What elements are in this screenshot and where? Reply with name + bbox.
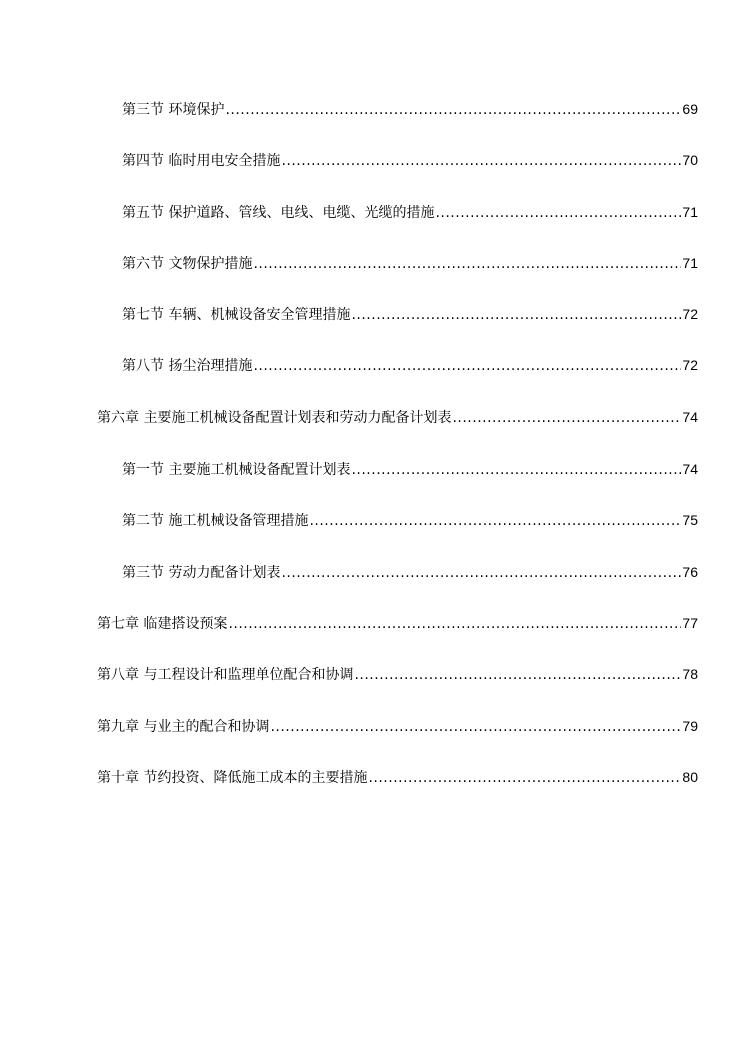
toc-dot-leader <box>351 461 681 479</box>
toc-entry-label: 第十章 节约投资、降低施工成本的主要措施 <box>97 770 368 786</box>
toc-entry-label: 第一节 主要施工机械设备配置计划表 <box>122 462 351 478</box>
toc-page-number: 71 <box>682 255 698 271</box>
toc-dot-leader <box>435 204 681 222</box>
toc-entry-section-3-environment[interactable] <box>122 100 698 119</box>
toc-dot-leader <box>228 615 681 633</box>
toc-entry-section-5-roads-cables[interactable] <box>122 203 698 222</box>
toc-entry-section-6-relics[interactable] <box>122 254 698 273</box>
toc-entry-section-1-equipment-plan[interactable] <box>122 460 698 479</box>
toc-page-number: 75 <box>682 512 698 528</box>
toc-entry-chapter-10[interactable] <box>97 768 698 787</box>
toc-dot-leader <box>225 101 681 119</box>
toc-dot-leader <box>368 769 681 787</box>
toc-entry-label: 第七节 车辆、机械设备安全管理措施 <box>122 307 351 323</box>
toc-entry-chapter-9[interactable] <box>97 717 698 736</box>
toc-page-number: 74 <box>682 461 698 477</box>
toc-page-number: 79 <box>682 718 698 734</box>
toc-page-number: 72 <box>682 306 698 322</box>
toc-entry-section-8-dust[interactable] <box>122 356 698 375</box>
toc-dot-leader <box>270 718 681 736</box>
toc-page-number: 80 <box>682 769 698 785</box>
toc-entry-section-3-labor-plan[interactable] <box>122 563 698 582</box>
toc-entry-label: 第六节 文物保护措施 <box>122 256 253 272</box>
toc-page-number: 76 <box>682 564 698 580</box>
toc-page-number: 78 <box>682 666 698 682</box>
toc-dot-leader <box>452 409 681 427</box>
toc-entry-chapter-6[interactable] <box>97 408 698 427</box>
toc-entry-label: 第三节 劳动力配备计划表 <box>122 565 281 581</box>
toc-entry-section-2-equipment-management[interactable] <box>122 511 698 530</box>
toc-dot-leader <box>281 152 681 170</box>
toc-entry-section-4-electricity[interactable] <box>122 151 698 170</box>
toc-entry-label: 第八节 扬尘治理措施 <box>122 358 253 374</box>
toc-page-number: 70 <box>682 152 698 168</box>
toc-entry-label: 第四节 临时用电安全措施 <box>122 153 281 169</box>
toc-page-number: 71 <box>682 204 698 220</box>
toc-entry-label: 第八章 与工程设计和监理单位配合和协调 <box>97 667 354 683</box>
toc-entry-label: 第三节 环境保护 <box>122 102 225 118</box>
toc-dot-leader <box>253 255 681 273</box>
toc-entry-chapter-7[interactable] <box>97 614 698 633</box>
toc-entry-section-7-vehicles[interactable] <box>122 305 698 324</box>
toc-entry-chapter-8[interactable] <box>97 665 698 684</box>
toc-page-number: 72 <box>682 357 698 373</box>
toc-dot-leader <box>281 564 681 582</box>
toc-dot-leader <box>309 512 681 530</box>
toc-page-number: 77 <box>682 615 698 631</box>
toc-dot-leader <box>354 666 681 684</box>
toc-dot-leader <box>351 306 681 324</box>
toc-entry-label: 第二节 施工机械设备管理措施 <box>122 513 309 529</box>
toc-entry-label: 第五节 保护道路、管线、电线、电缆、光缆的措施 <box>122 205 435 221</box>
toc-dot-leader <box>253 357 681 375</box>
toc-entry-label: 第六章 主要施工机械设备配置计划表和劳动力配备计划表 <box>97 410 452 426</box>
toc-entry-label: 第七章 临建搭设预案 <box>97 616 228 632</box>
toc-page-number: 74 <box>682 409 698 425</box>
toc-page-number: 69 <box>682 101 698 117</box>
toc-entry-label: 第九章 与业主的配合和协调 <box>97 719 270 735</box>
